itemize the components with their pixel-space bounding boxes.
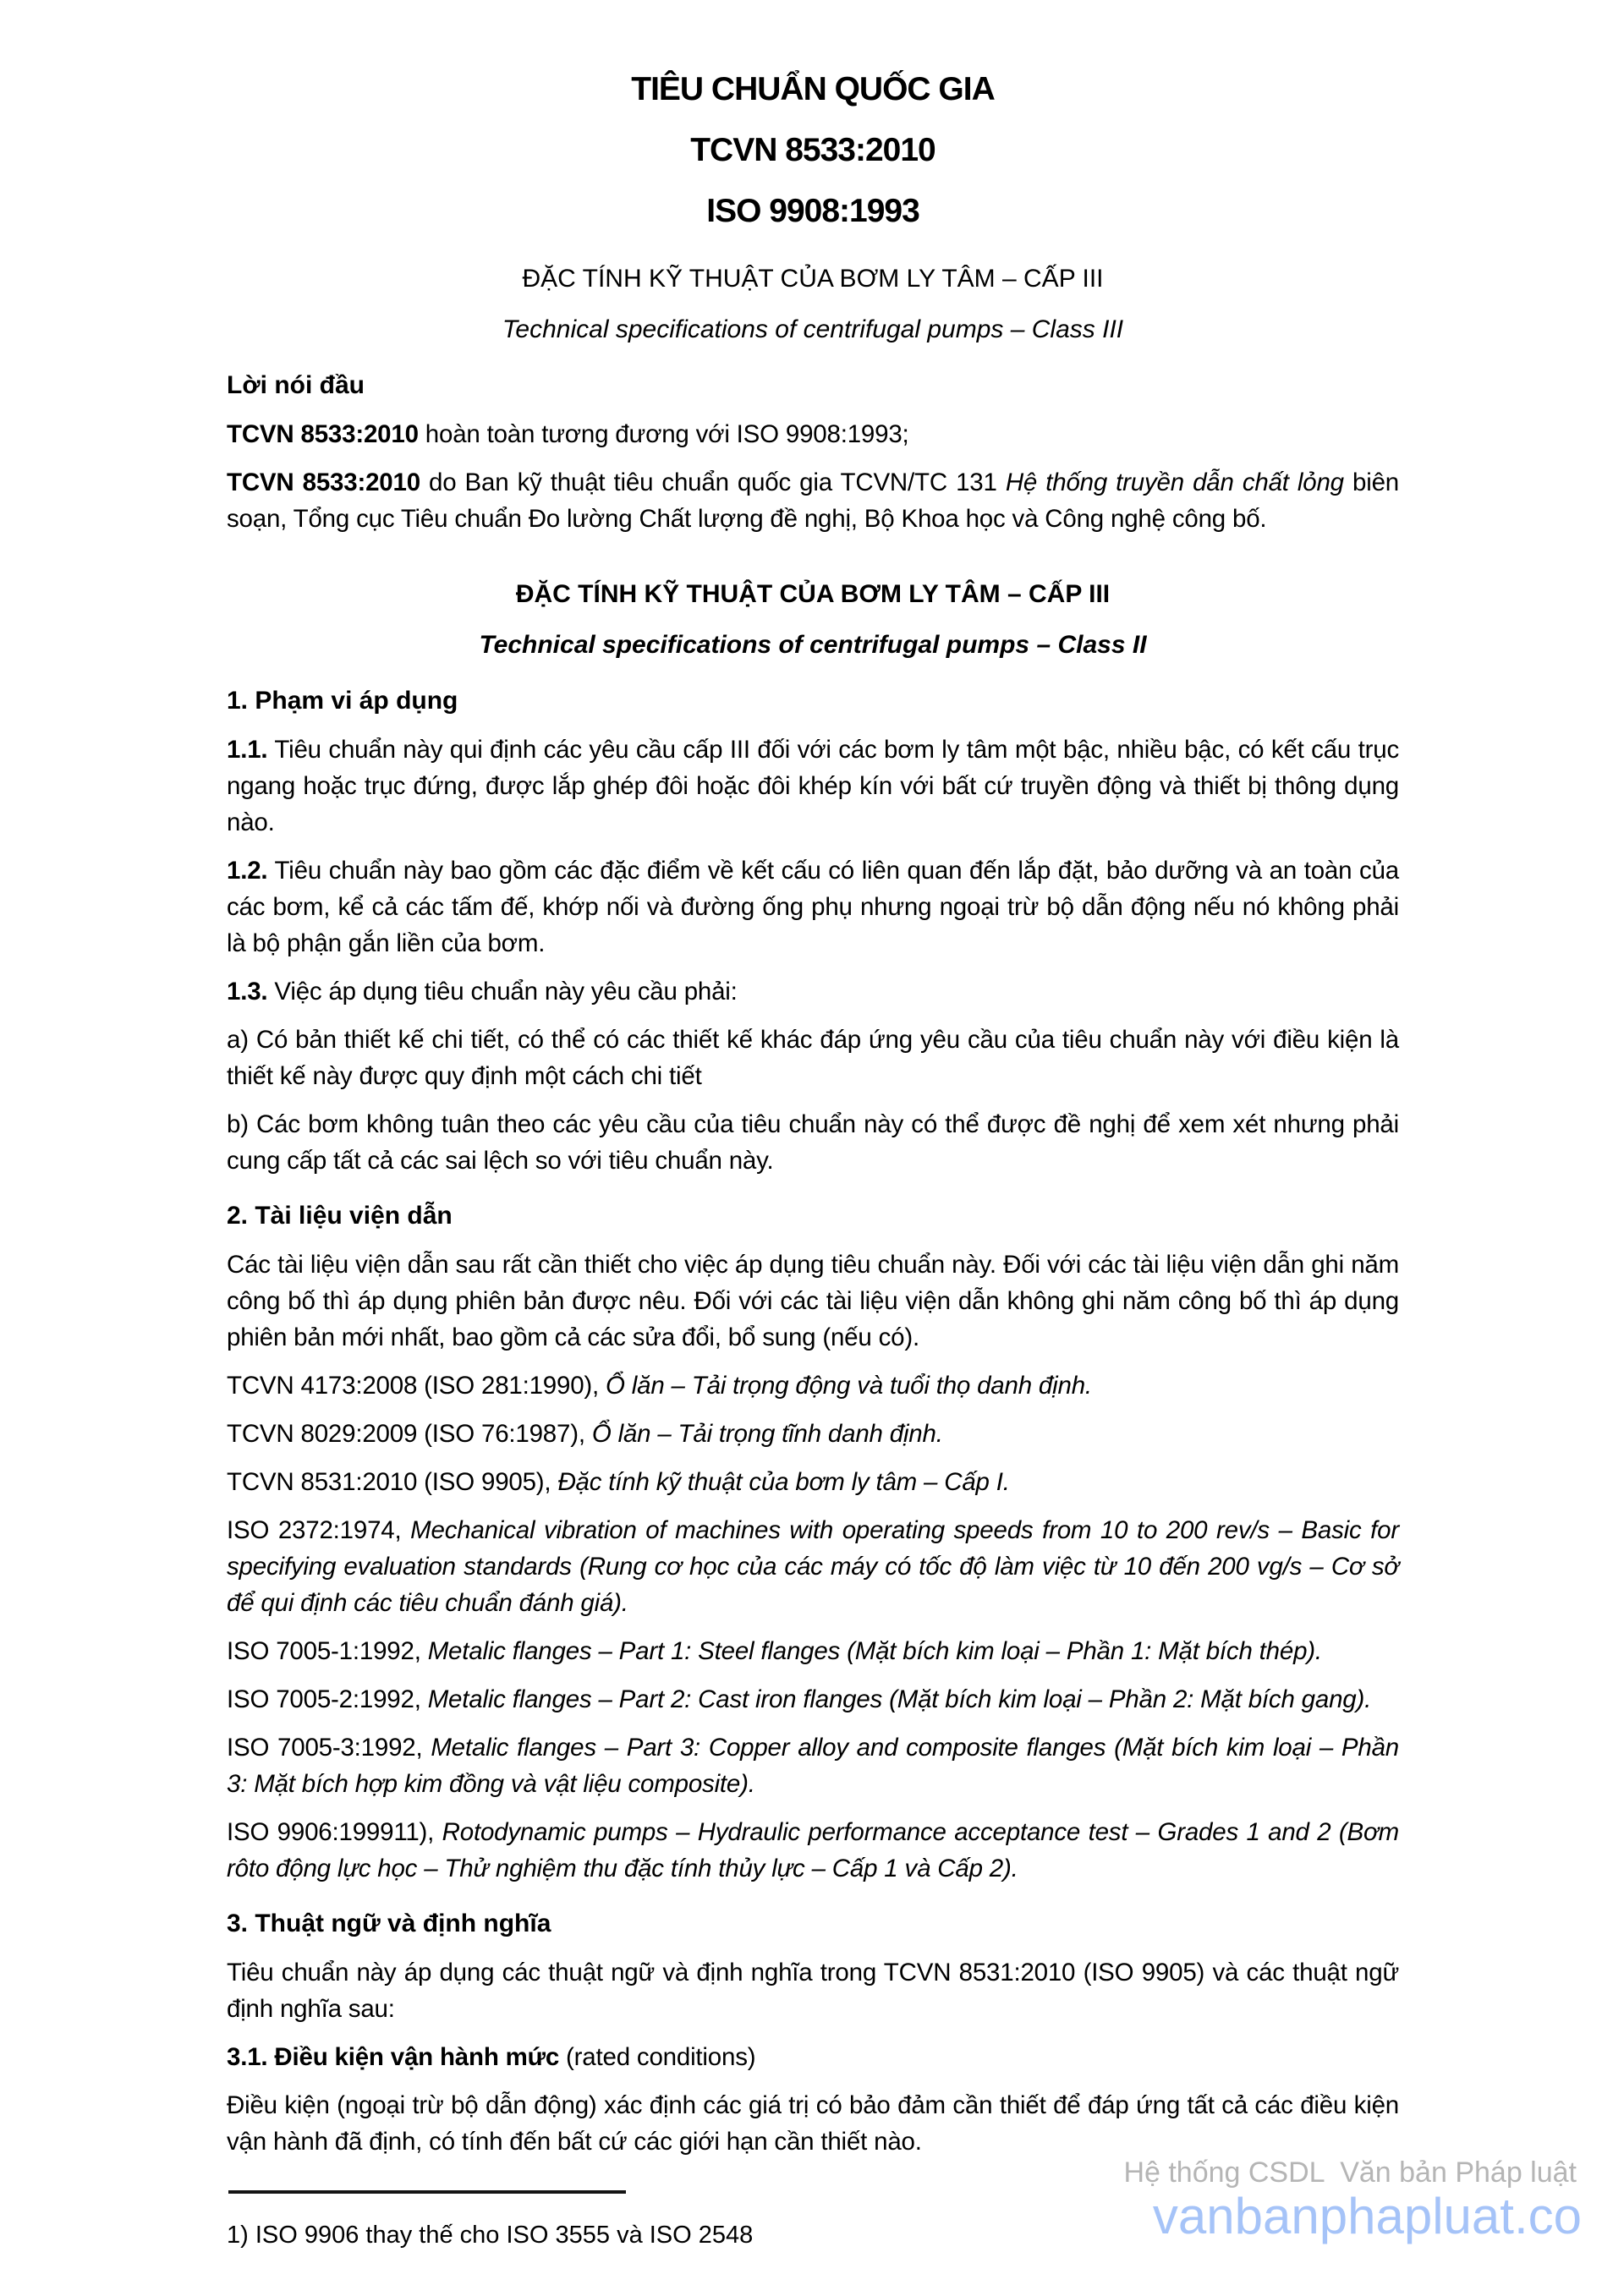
doc-header-line-2: TCVN 8533:2010 [690, 132, 935, 168]
section-3-heading: 3. Thuật ngữ và định nghĩa [227, 1910, 551, 1937]
reference-title: Ổ lăn – Tải trọng tĩnh danh định. [591, 1420, 943, 1448]
reference-title: Rotodynamic pumps – Hydraulic performance acceptance test – Grades 1 and 2 (Bơm rôto động lực học – Thử nghiệm thu đặc tính thủy lực – Cấp 1 và Cấp 2). [227, 1818, 1399, 1882]
reference-label: ISO 7005-3:1992, [227, 1734, 431, 1762]
reference-title: Ổ lăn – Tải trọng động và tuổi thọ danh định. [606, 1372, 1092, 1400]
footnote-text: 1) ISO 9906 thay thế cho ISO 3555 và ISO 2548 [227, 2222, 754, 2249]
foreword-paragraph-1 [227, 416, 1399, 452]
clause-title-bold: 3.1. Điều kiện vận hành mức [227, 2043, 560, 2071]
reference-item [227, 1729, 1399, 1802]
section-1-item-b: b) Các bơm không tuân theo các yêu cầu của tiêu chuẩn này có thể được đề nghị để xem xét nhưng phải cung cấp tất cả các sai lệch so với tiêu chuẩn này. [227, 1110, 1399, 1175]
doc-title-en: Technical specifications of centrifugal pumps – Class III [502, 315, 1124, 343]
doc-header-line-1: TIÊU CHUẨN QUỐC GIA [631, 71, 995, 107]
clause-number: 1.1. [227, 736, 268, 764]
reference-label: ISO 7005-1:1992, [227, 1637, 428, 1665]
reference-title: Metalic flanges – Part 3: Copper alloy and composite flanges (Mặt bích kim loại – Phần 3: Mặt bích hợp kim đồng và vật liệu composite). [227, 1734, 1399, 1798]
section-1-item-a: a) Có bản thiết kế chi tiết, có thể có các thiết kế khác đáp ứng yêu cầu của tiêu chuẩn này với điều kiện là thiết kế này được quy định một cách chi tiết [227, 1026, 1399, 1090]
foreword-p2-mid: do Ban kỹ thuật tiêu chuẩn quốc gia TCVN/TC 131 [420, 469, 1006, 496]
foreword-p1-rest: hoàn toàn tương đương với ISO 9908:1993; [418, 420, 909, 448]
foreword-p2-rest: biên soạn, Tổng cục Tiêu chuẩn Đo lường Chất lượng đề nghị, Bộ Khoa học và Công nghệ công bố. [227, 469, 1399, 533]
reference-label: TCVN 8531:2010 (ISO 9905), [227, 1468, 558, 1496]
reference-item [227, 1512, 1399, 1621]
clause-number: 1.2. [227, 857, 268, 885]
foreword-heading: Lời nói đầu [227, 371, 365, 399]
section-2-heading: 2. Tài liệu viện dẫn [227, 1202, 453, 1230]
reference-item [227, 1464, 1399, 1500]
foreword-p2-italic: Hệ thống truyền dẫn chất lỏng [1005, 469, 1344, 496]
reference-item [227, 1367, 1399, 1404]
section-1-paragraph-1-2 [227, 852, 1399, 962]
reference-item [227, 1814, 1399, 1887]
section-1-paragraph-1-1 [227, 732, 1399, 841]
watermark-caption: Hệ thống CSDL Văn bản Pháp luật [1123, 2156, 1577, 2189]
reference-label: TCVN 4173:2008 (ISO 281:1990), [227, 1372, 606, 1400]
section-1-paragraph-1-3 [227, 973, 1399, 1010]
reference-title: Metalic flanges – Part 1: Steel flanges (Mặt bích kim loại – Phần 1: Mặt bích thép). [427, 1637, 1322, 1665]
clause-text: Tiêu chuẩn này qui định các yêu cầu cấp III đối với các bơm ly tâm một bậc, nhiều bậc, có kết cấu trục ngang hoặc trục đứng, được lắp ghép đôi hoặc đôi khép kín với bất cứ truyền động và thiết bị thông dụng nào. [227, 736, 1399, 836]
section-1-heading: 1. Phạm vi áp dụng [227, 687, 458, 715]
clause-title-rest: (rated conditions) [559, 2043, 756, 2071]
section-3-1-body: Điều kiện (ngoại trừ bộ dẫn động) xác định các giá trị có bảo đảm cần thiết để đáp ứng tất cả các điều kiện vận hành đã định, có tính đến bất cứ các giới hạn cần thiết nào. [227, 2091, 1399, 2156]
section-2-intro: Các tài liệu viện dẫn sau rất cần thiết cho việc áp dụng tiêu chuẩn này. Đối với các tài liệu viện dẫn ghi năm công bố thì áp dụng phiên bản được nêu. Đối với các tài liệu viện dẫn không ghi năm công bố thì áp dụng phiên bản mới nhất, bao gồm cả các sửa đổi, bổ sung (nếu có). [227, 1251, 1399, 1351]
clause-text: Tiêu chuẩn này bao gồm các đặc điểm về kết cấu có liên quan đến lắp đặt, bảo dưỡng và an toàn của các bơm, kể cả các tấm đế, khớp nối và đường ống phụ nhưng ngoại trừ bộ dẫn động nếu nó không phải là bộ phận gắn liền của bơm. [227, 857, 1399, 957]
clause-text: Việc áp dụng tiêu chuẩn này yêu cầu phải: [267, 978, 738, 1006]
section-3-intro: Tiêu chuẩn này áp dụng các thuật ngữ và định nghĩa trong TCVN 8531:2010 (ISO 9905) và các thuật ngữ định nghĩa sau: [227, 1959, 1399, 2023]
footnote-separator [228, 2190, 626, 2194]
reference-item [227, 1681, 1399, 1718]
doc-title-vi: ĐẶC TÍNH KỸ THUẬT CỦA BƠM LY TÂM – CẤP III [522, 265, 1104, 293]
reference-label: ISO 2372:1974, [227, 1516, 411, 1544]
clause-number: 1.3. [227, 978, 268, 1006]
reference-label: TCVN 8029:2009 (ISO 76:1987), [227, 1420, 592, 1448]
reference-title: Đặc tính kỹ thuật của bơm ly tâm – Cấp I. [557, 1468, 1010, 1496]
doc-header-line-3: ISO 9908:1993 [706, 193, 919, 229]
watermark-site-name: vanbanphapluat.co [1152, 2188, 1582, 2244]
reference-item [227, 1633, 1399, 1669]
foreword-paragraph-2 [227, 464, 1399, 537]
section-3-1-heading [227, 2039, 1399, 2075]
reference-label: ISO 7005-2:1992, [227, 1685, 428, 1713]
reference-title: Metalic flanges – Part 2: Cast iron flanges (Mặt bích kim loại – Phần 2: Mặt bích gang). [427, 1685, 1372, 1713]
main-title-vi: ĐẶC TÍNH KỸ THUẬT CỦA BƠM LY TÂM – CẤP III [515, 580, 1111, 608]
reference-item [227, 1416, 1399, 1452]
reference-label: ISO 9906:199911), [227, 1818, 442, 1846]
foreword-p1-bold: TCVN 8533:2010 [227, 420, 419, 448]
reference-title: Mechanical vibration of machines with operating speeds from 10 to 200 rev/s – Basic for specifying evaluation standards (Rung cơ học của các máy có tốc độ làm việc từ 10 đến 200 vg/s – Cơ sở để qui định các tiêu chuẩn đánh giá). [227, 1516, 1399, 1617]
foreword-p2-bold: TCVN 8533:2010 [227, 469, 420, 496]
main-title-en: Technical specifications of centrifugal pumps – Class II [479, 631, 1147, 659]
